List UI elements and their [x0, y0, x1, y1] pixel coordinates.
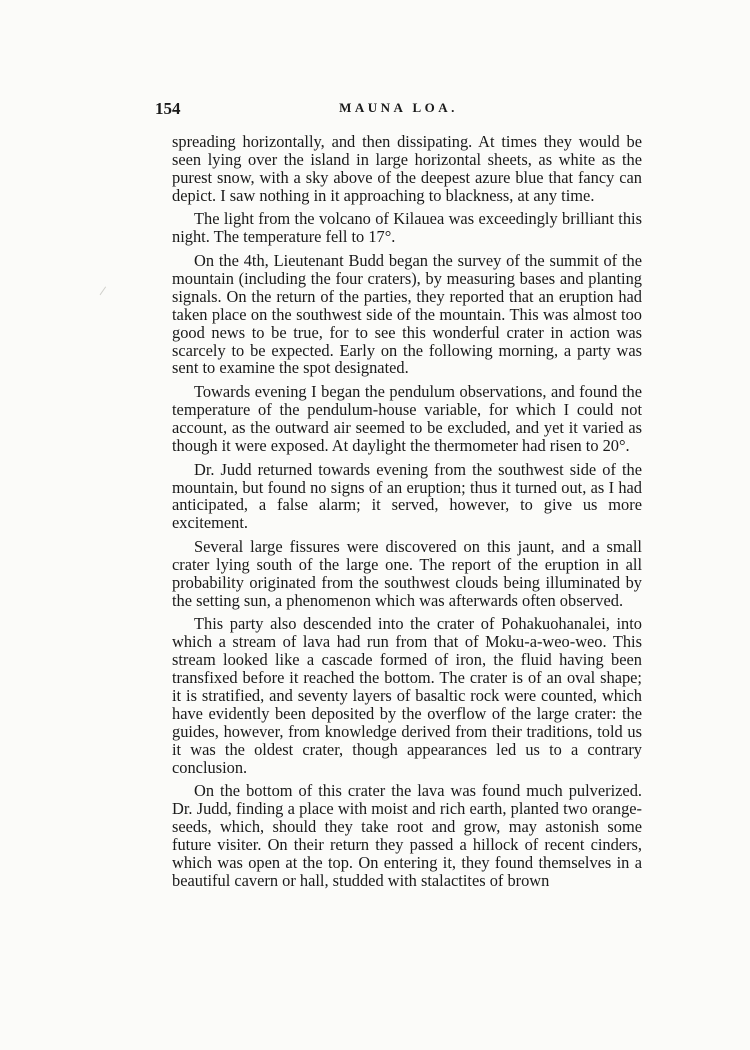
margin-mark — [100, 286, 110, 297]
body-text — [172, 133, 642, 896]
running-head: MAUNA LOA. — [339, 100, 458, 115]
paragraph: On the bottom of this crater the lava was found much pulverized. Dr. Judd, finding a place with moist and rich earth, planted two orange-seeds, which, should they take root and grow, may astonish some future visiter. On their return they passed a hillock of recent cinders, which was open at the top. On entering it, they found themselves in a beautiful cavern or hall, studded with stalactites of brown — [172, 781, 642, 890]
paragraph-continued: spreading horizontally, and then dissipating. At times they would be seen lying over the island in large horizontal sheets, as white as the purest snow, with a sky above of the deepest azure blue that fancy can depict. I saw nothing in it approaching to blackness, at any time. — [172, 132, 642, 205]
paragraph: Towards evening I began the pendulum observations, and found the temperature of the pendulum-house variable, for which I could not account, as the outward air seemed to be excluded, and yet it varied as though it were exposed. At daylight the thermometer had risen to 20°. — [172, 382, 642, 455]
paragraph: This party also descended into the crater of Pohakuohanalei, into which a stream of lava had run from that of Moku-a-weo-weo. This stream looked like a cascade formed of iron, the fluid having been transfixed before it reached the bottom. The crater is of an oval shape; it is stratified, and seventy layers of basaltic rock were counted, which have evidently been deposited by the overflow of the large crater: the guides, however, from knowledge derived from their traditions, told us it was the oldest crater, though appearances led us to a contrary conclusion. — [172, 614, 642, 777]
page-header — [155, 99, 642, 121]
paragraph: Several large fissures were discovered on this jaunt, and a small crater lying south of the large one. The report of the eruption in all probability originated from the southwest clouds being illuminated by the setting sun, a phenomenon which was afterwards often observed. — [172, 537, 642, 610]
paragraph: The light from the volcano of Kilauea was exceedingly brilliant this night. The temperature fell to 17°. — [172, 209, 642, 247]
paragraph: On the 4th, Lieutenant Budd began the survey of the summit of the mountain (including the four craters), by measuring bases and planting signals. On the return of the parties, they reported that an eruption had taken place on the southwest side of the mountain. This was almost too good news to be true, for to see this wonderful crater in action was scarcely to be expected. Early on the following morning, a party was sent to examine the spot designated. — [172, 251, 642, 378]
paragraph: Dr. Judd returned towards evening from the southwest side of the mountain, but found no signs of an eruption; thus it turned out, as I had anticipated, a false alarm; it served, however, to give us more excitement. — [172, 459, 642, 533]
page-number: 154 — [155, 99, 181, 118]
